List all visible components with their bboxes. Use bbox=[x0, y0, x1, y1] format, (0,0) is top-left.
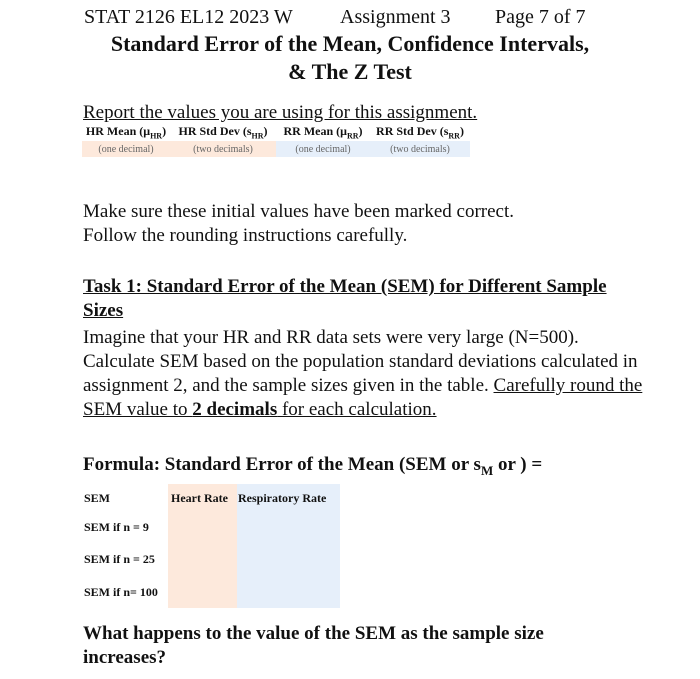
heart-rate-header: Heart Rate bbox=[171, 491, 228, 505]
instructions: Make sure these initial values have been marked correct. Follow the rounding instructions carefully. bbox=[83, 201, 515, 246]
rr-mean-header: RR Mean $(\mu_{RR})$ bbox=[283, 124, 363, 141]
rr-sd-header: RR Std Dev $(s_{RR})$ bbox=[376, 124, 464, 141]
table-row: SEM if n = 9 bbox=[84, 520, 149, 534]
sem-question: What happens to the value of the SEM as the sample size increases? bbox=[83, 623, 544, 668]
respiratory-rate-header: Respiratory Rate bbox=[238, 491, 327, 505]
report-label: Report the values you are using for this assignment. bbox=[83, 102, 478, 123]
sem-formula: Formula: Standard Error of the Mean (SEM or $s_M$ or ) = bbox=[83, 454, 543, 478]
task1-heading: Task 1: Standard Error of the Mean (SEM) for Different Sample Sizes bbox=[83, 276, 607, 321]
sem-header: SEM bbox=[84, 491, 111, 505]
hr-sd-field[interactable]: (two decimals) bbox=[170, 141, 276, 157]
hr-mean-field[interactable]: (one decimal) bbox=[82, 141, 170, 157]
hr-sd-header: HR Std Dev $(s_{HR})$ bbox=[178, 124, 268, 141]
rr-sd-field[interactable]: (two decimals) bbox=[370, 141, 470, 157]
page-title: Standard Error of the Mean, Confidence Intervals, & The Z Test bbox=[110, 31, 590, 84]
task1-body: Imagine that your HR and RR data sets were very large (N=500). Calculate SEM based on the population standard deviations calculated in assignment 2, and the sample sizes given in the table. Carefully round the SEM value to 2 decimals for each calculation. bbox=[83, 327, 643, 420]
assignment-label: Assignment 3 bbox=[340, 6, 451, 28]
values-table bbox=[82, 124, 470, 157]
course-code: STAT 2126 EL12 2023 W bbox=[84, 6, 293, 28]
page-header bbox=[84, 6, 586, 29]
table-row: SEM if n= 100 bbox=[84, 585, 158, 599]
rr-mean-field[interactable]: (one decimal) bbox=[276, 141, 370, 157]
page-number: Page 7 of 7 bbox=[495, 6, 586, 28]
table-row: SEM if n = 25 bbox=[84, 552, 155, 566]
hr-mean-header: HR Mean $(\mu_{HR})$ bbox=[85, 124, 167, 141]
